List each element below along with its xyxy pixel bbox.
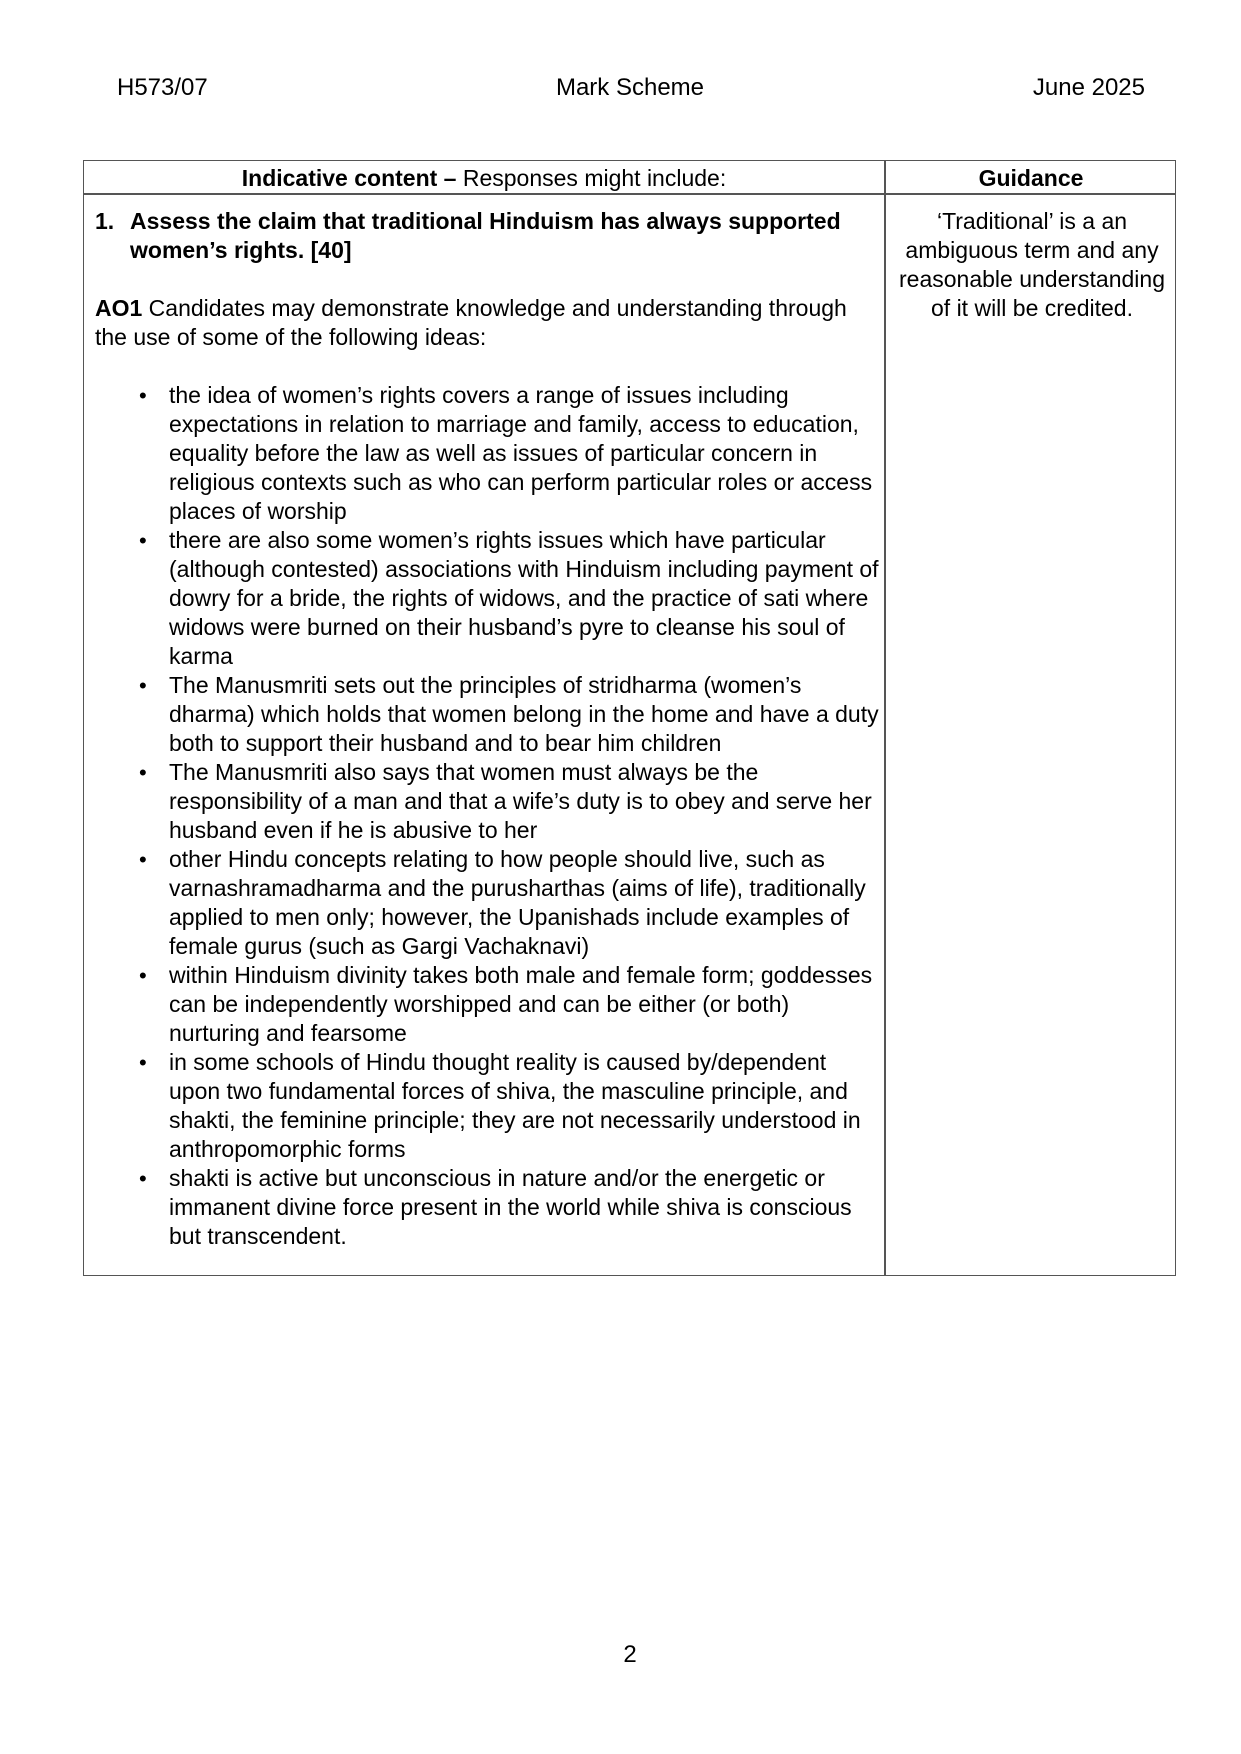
list-item-text: there are also some women’s rights issues which have particular (although contested) associations with Hinduism including payment of dowry for a bride, the rights of widows, and the practice of sati where widows were burned on their husband’s pyre to cleanse his soul of karma xyxy=(169,527,879,669)
question xyxy=(95,207,880,265)
bullet-icon: • xyxy=(139,673,147,698)
list-item xyxy=(95,758,880,845)
ao1-intro xyxy=(95,294,880,352)
column-divider xyxy=(884,161,886,1275)
indicative-content-header-rest: Responses might include: xyxy=(456,165,727,191)
list-item xyxy=(95,1048,880,1164)
document-title: Mark Scheme xyxy=(555,74,705,101)
guidance-cell: ‘Traditional’ is a an ambiguous term and any reasonable understanding of it will be credited. xyxy=(899,208,1165,321)
list-item-text: shakti is active but unconscious in nature and/or the energetic or immanent divine force present in the world while shiva is conscious but transcendent. xyxy=(169,1165,852,1249)
list-item xyxy=(95,526,880,671)
bullet-icon: • xyxy=(139,528,147,553)
ao1-text: Candidates may demonstrate knowledge and understanding through the use of some of the following ideas: xyxy=(95,295,847,350)
bullet-icon: • xyxy=(139,383,147,408)
page-number: 2 xyxy=(623,1641,637,1668)
indicative-content-header xyxy=(84,161,884,193)
list-item-text: the idea of women’s rights covers a range of issues including expectations in relation to marriage and family, access to education, equality before the law as well as issues of particular concern in religious contexts such as who can perform particular roles or access places of worship xyxy=(169,382,873,524)
list-item-text: in some schools of Hindu thought reality is caused by/dependent upon two fundamental forces of shiva, the masculine principle, and shakti, the feminine principle; they are not necessarily understood in anthropomorphic forms xyxy=(169,1049,861,1162)
exam-date: June 2025 xyxy=(1032,74,1145,101)
header-divider xyxy=(84,193,1175,195)
question-text: Assess the claim that traditional Hinduism has always supported women’s rights. [40] xyxy=(130,208,841,263)
bullet-icon: • xyxy=(139,1166,147,1191)
list-item xyxy=(95,845,880,961)
list-item-text: other Hindu concepts relating to how people should live, such as varnashramadharma and the purusharthas (aims of life), traditionally applied to men only; however, the Upanishads include examples of female gurus (such as Gargi Vachaknavi) xyxy=(169,846,866,959)
list-item-text: The Manusmriti also says that women must always be the responsibility of a man and that a wife’s duty is to obey and serve her husband even if he is abusive to her xyxy=(169,759,872,843)
list-item xyxy=(95,671,880,758)
paper-code: H573/07 xyxy=(117,74,208,101)
indicative-content-header-bold: Indicative content – xyxy=(241,165,457,191)
list-item-text: within Hinduism divinity takes both male and female form; goddesses can be independently worshipped and can be either (or both) nurturing and fearsome xyxy=(169,962,873,1046)
list-item xyxy=(95,1164,880,1251)
list-item-text: The Manusmriti sets out the principles of stridharma (women’s dharma) which holds that women belong in the home and have a duty both to support their husband and to bear him children xyxy=(169,672,879,756)
ideas-list xyxy=(95,381,880,1251)
ao1-label: AO1 xyxy=(95,295,143,321)
guidance-header: Guidance xyxy=(978,165,1084,191)
bullet-icon: • xyxy=(139,1050,147,1075)
mark-scheme-table xyxy=(83,160,1176,1276)
list-item xyxy=(95,961,880,1048)
page-header xyxy=(0,74,1241,104)
bullet-icon: • xyxy=(139,847,147,872)
list-item xyxy=(95,381,880,526)
bullet-icon: • xyxy=(139,760,147,785)
indicative-content-cell xyxy=(95,207,880,1251)
question-number: 1. xyxy=(95,208,115,234)
bullet-icon: • xyxy=(139,963,147,988)
